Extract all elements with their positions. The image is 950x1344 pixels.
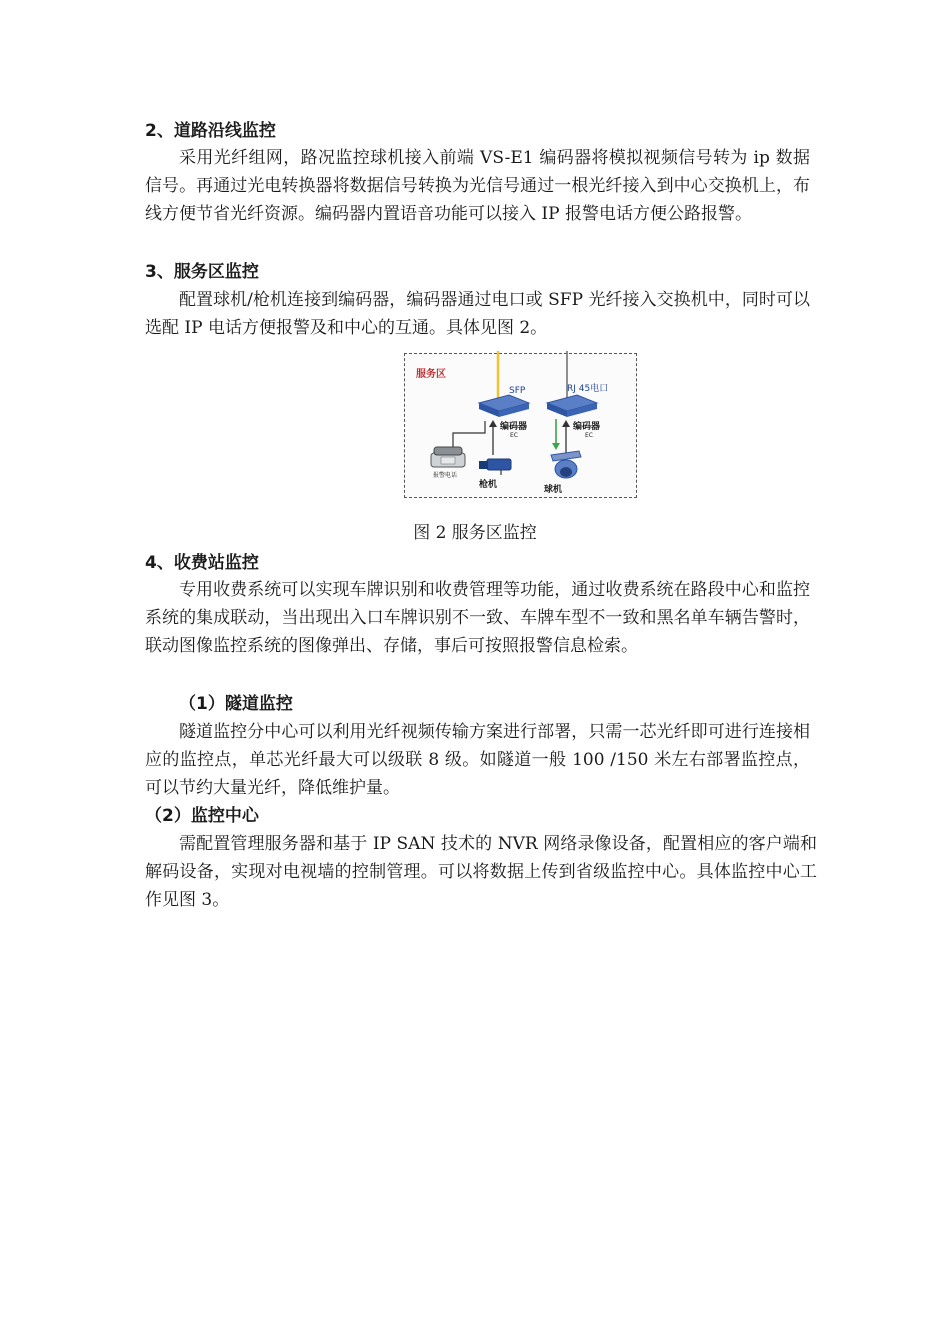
service-area-label: 服务区 xyxy=(416,369,446,380)
encoder-sub-label-2: EC xyxy=(585,432,593,439)
paragraph-monitoring-center: 需配置管理服务器和基于 IP SAN 技术的 NVR 网络录像设备，配置相应的客户端和解码设备，实现对电视墙的控制管理。可以将数据上传到省级监控中心。具体监控中心工作见图 3。 xyxy=(145,834,817,910)
sfp-port-label: SFP xyxy=(509,386,526,396)
encoder-device-2 xyxy=(547,395,597,417)
dome-camera-icon xyxy=(551,451,581,478)
gun-camera-icon xyxy=(479,459,511,475)
alarm-phone-label: 报警电话 xyxy=(433,472,458,479)
paragraph-toll-station-monitoring: 专用收费系统可以实现车牌识别和收费管理等功能，通过收费系统在路段中心和监控系统的集成联动，当出现出入口车牌识别不一致、车牌车型不一致和黑名单车辆告警时，联动图像监控系统的图像弹出、存储，事后可按照报警信息检索。 xyxy=(145,580,810,656)
rj45-port-label: RJ 45电口 xyxy=(567,384,609,394)
dome-camera-label: 球机 xyxy=(544,485,563,495)
encoder-sub-label-1: EC xyxy=(510,432,518,439)
heading-toll-station-monitoring: 4、收费站监控 xyxy=(145,553,259,573)
heading-tunnel-monitoring: （1）隧道监控 xyxy=(179,694,293,714)
paragraph-road-monitoring: 采用光纤组网，路况监控球机接入前端 VS-E1 编码器将模拟视频信号转为 ip 数据信号。再通过光电转换器将数据信号转换为光信号通过一根光纤接入到中心交换机上，布线方便节省光纤资源。编码器内置语音功能可以接入 IP 报警电话方便公路报警。 xyxy=(145,148,810,224)
green-down-arrow-icon xyxy=(552,443,560,450)
paragraph-tunnel-monitoring: 隧道监控分中心可以利用光纤视频传输方案进行部署，只需一芯光纤即可进行连接相应的监控点，单芯光纤最大可以级联 8 级。如隧道一般 100 /150 米左右部署监控点，可以节约大量光纤，降低维护量。 xyxy=(145,722,810,798)
heading-service-area-monitoring: 3、服务区监控 xyxy=(145,262,259,282)
heading-road-monitoring: 2、道路沿线监控 xyxy=(145,121,276,141)
alarm-telephone-icon xyxy=(431,447,465,467)
paragraph-service-area-monitoring: 配置球机/枪机连接到编码器，编码器通过电口或 SFP 光纤接入交换机中，同时可以选配 IP 电话方便报警及和中心的互通。具体见图 2。 xyxy=(145,290,810,338)
encoder-label-1: 编码器 xyxy=(500,422,528,432)
heading-monitoring-center: （2）监控中心 xyxy=(145,806,259,826)
gun-camera-label: 枪机 xyxy=(479,480,498,490)
dome-uplink-arrow-icon xyxy=(562,420,570,427)
encoder-label-2: 编码器 xyxy=(573,422,601,432)
figure-2-caption: 图 2 服务区监控 xyxy=(413,523,537,543)
uplink-arrow-icon xyxy=(489,420,497,427)
encoder-device-1 xyxy=(479,395,529,417)
service-area-diagram xyxy=(401,351,641,508)
